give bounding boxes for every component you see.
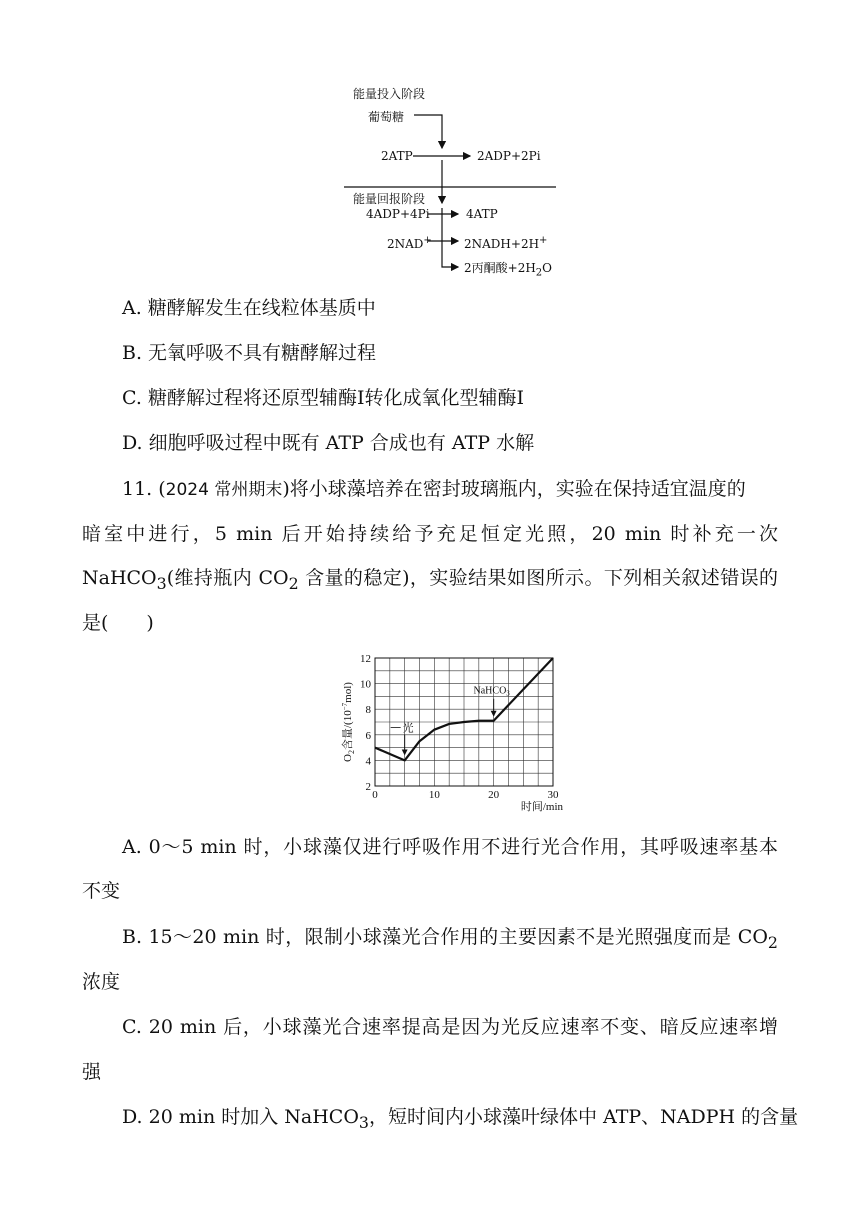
atp2-label: 2ATP: [381, 149, 413, 163]
q10-option-d: D. 细胞呼吸过程中既有 ATP 合成也有 ATP 水解: [122, 432, 535, 454]
nahco3-annotation: NaHCO$_3$: [473, 685, 510, 698]
q11-option-c-line1: C. 20 min 后，小球藻光合速率提高是因为光反应速率不变、暗反应速率增: [122, 1016, 778, 1038]
q11-number: 11. (: [122, 478, 166, 500]
pyruvate-arrow: [442, 262, 458, 267]
nad-label: 2NAD+: [387, 235, 432, 251]
q10-option-b: B. 无氧呼吸不具有糖酵解过程: [122, 342, 377, 364]
adp4pi-label: 4ADP+4Pi: [366, 207, 430, 221]
q11-line-1: [122, 477, 746, 502]
q10-option-c: C. 糖酵解过程将还原型辅酶Ⅰ转化成氧化型辅酶Ⅰ: [122, 387, 524, 409]
stage2-title: 能量回报阶段: [353, 192, 426, 206]
glucose-label: 葡萄糖: [368, 110, 405, 124]
q11-source: 2024 常州期末: [165, 480, 283, 500]
q11-option-b-line2: 浓度: [82, 971, 121, 993]
q11-option-a-line1: A. 0～5 min 时，小球藻仅进行呼吸作用不进行光合作用，其呼吸速率基本: [122, 836, 778, 858]
y-tick-label: 10: [360, 678, 371, 691]
q11-line-4: 是( ): [82, 612, 154, 634]
y-tick-label: 6: [365, 729, 371, 742]
y-tick-label: 12: [360, 653, 371, 665]
x-tick-label: 30: [547, 789, 559, 801]
nadh-label: 2NADH+2H+: [464, 235, 548, 251]
atp4-label: 4ATP: [466, 207, 498, 221]
q11-line-3: NaHCO$_3$(维持瓶内 $CO_2$ 含量的稳定)，实验结果如图所示。下列相关叙述错误的: [82, 567, 778, 593]
y-tick-label: 8: [365, 704, 371, 717]
y-tick-label: 2: [365, 781, 371, 793]
glycolysis-diagram: [0, 0, 860, 290]
q11-option-a-line2: 不变: [82, 880, 121, 902]
o2-chart: [335, 650, 575, 820]
q11-line-2: 暗室中进行，5 min 后开始持续给予充足恒定光照，20 min 时补充一次: [82, 523, 778, 545]
x-tick-label: 20: [488, 789, 500, 801]
y-tick-label: 4: [365, 755, 371, 768]
x-tick-label: 10: [428, 789, 440, 801]
q11-option-c-line2: 强: [82, 1061, 102, 1083]
y-axis-label: $O_2$含量$/(10^{-7}mol)$: [341, 682, 356, 762]
glucose-arrow: [414, 115, 442, 148]
adp2pi-label: 2ADP+2Pi: [477, 149, 541, 163]
q11-option-d-line1: D. 20 min 时加入 NaHCO$_3$，短时间内小球藻叶绿体中 ATP、NADPH 的含量: [122, 1106, 799, 1132]
pyruvate-label: 2丙酮酸$+2H_2O$: [464, 261, 553, 279]
light-annotation: 光: [402, 722, 414, 735]
stage1-title: 能量投入阶段: [353, 87, 426, 101]
x-axis-label: 时间/min: [520, 801, 563, 813]
x-tick-label: 0: [372, 789, 378, 801]
q10-option-a: A. 糖酵解发生在线粒体基质中: [122, 297, 376, 319]
q11-line-1-text: )将小球藻培养在密封玻璃瓶内，实验在保持适宜温度的: [282, 478, 746, 500]
q11-option-b-line1: B. 15～20 min 时，限制小球藻光合作用的主要因素不是光照强度而是 $CO_2$: [122, 926, 778, 952]
